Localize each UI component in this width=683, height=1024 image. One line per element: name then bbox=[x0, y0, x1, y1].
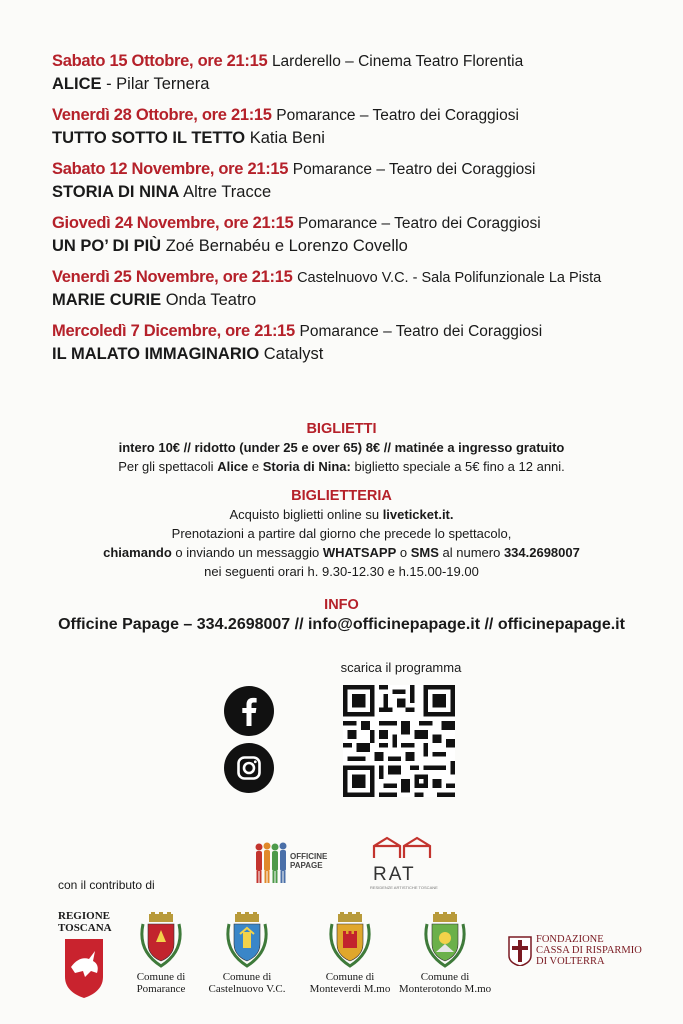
event-date: Venerdì 25 Novembre, ore 21:15 bbox=[52, 268, 293, 286]
tickets-prices: intero 10€ // ridotto (under 25 e over 65) 8€ // matinée a ingresso gratuito bbox=[118, 440, 565, 455]
event-title: ALICE bbox=[52, 75, 102, 93]
event-item bbox=[52, 320, 652, 365]
event-company: - Pilar Ternera bbox=[106, 75, 210, 93]
qr-label: scarica il programma bbox=[340, 660, 462, 675]
info-section bbox=[0, 596, 683, 636]
officine-papage-text: OFFICINE PAPAGE bbox=[290, 852, 328, 870]
instagram-icon[interactable] bbox=[224, 743, 274, 793]
info-title: INFO bbox=[324, 597, 359, 613]
pegasus-shield-icon bbox=[63, 937, 105, 999]
event-date: Venerdì 28 Ottobre, ore 21:15 bbox=[52, 106, 272, 124]
officine-papage-logo bbox=[252, 838, 342, 888]
event-item bbox=[52, 50, 652, 95]
event-place: Pomarance – Teatro dei Coraggiosi bbox=[276, 107, 519, 124]
event-place: Pomarance – Teatro dei Coraggiosi bbox=[299, 323, 543, 340]
comune-monteverdi-logo bbox=[295, 912, 405, 995]
contribution-label: con il contributo di bbox=[58, 878, 155, 892]
box-office-contact: chiamando o inviando un messaggio WHATSAPP o SMS al numero 334.2698007 bbox=[103, 545, 580, 560]
coat-of-arms-icon bbox=[420, 912, 470, 968]
comune-line1: Comune di bbox=[325, 971, 375, 983]
event-company: Catalyst bbox=[263, 345, 324, 363]
event-place: Pomarance – Teatro dei Coraggiosi bbox=[297, 215, 541, 232]
event-company: Onda Teatro bbox=[165, 291, 257, 309]
tickets-title: BIGLIETTI bbox=[306, 421, 377, 437]
comune-line2: Monterotondo M.mo bbox=[398, 983, 492, 995]
event-date: Sabato 12 Novembre, ore 21:15 bbox=[52, 160, 289, 178]
event-item bbox=[52, 104, 652, 149]
box-office-reservations: Prenotazioni a partire dal giorno che precede lo spettacolo, bbox=[171, 526, 512, 541]
comune-line1: Comune di bbox=[222, 971, 272, 983]
facebook-icon[interactable] bbox=[224, 686, 274, 736]
comune-line2: Castelnuovo V.C. bbox=[208, 983, 286, 995]
box-office-online: Acquisto biglietti online su liveticket.it. bbox=[229, 507, 454, 522]
event-place: Castelnuovo V.C. - Sala Polifunzionale La Pista bbox=[297, 270, 602, 286]
coat-of-arms-icon bbox=[325, 912, 375, 968]
tickets-section bbox=[0, 420, 683, 476]
info-contacts: Officine Papage – 334.2698007 // info@officinepapage.it // officinepapage.it bbox=[58, 616, 625, 633]
coat-of-arms-icon bbox=[136, 912, 186, 968]
event-item bbox=[52, 158, 652, 203]
event-title: UN PO’ DI PIÙ bbox=[52, 237, 162, 255]
event-company: Katia Beni bbox=[249, 129, 325, 147]
event-place: Larderello – Cinema Teatro Florentia bbox=[271, 53, 524, 70]
event-title: TUTTO SOTTO IL TETTO bbox=[52, 129, 246, 147]
event-item bbox=[52, 212, 652, 257]
comune-line2: Monteverdi M.mo bbox=[309, 983, 391, 995]
event-title: IL MALATO IMMAGINARIO bbox=[52, 345, 260, 363]
event-company: Altre Tracce bbox=[183, 183, 272, 201]
box-office-section bbox=[0, 487, 683, 581]
fondazione-text: FONDAZIONE CASSA DI RISPARMIO DI VOLTERRA bbox=[536, 934, 642, 967]
event-company: Zoé Bernabéu e Lorenzo Covello bbox=[165, 237, 408, 255]
box-office-hours: nei seguenti orari h. 9.30-12.30 e h.15.00-19.00 bbox=[204, 564, 479, 579]
rat-logo bbox=[370, 836, 438, 891]
tickets-special: Per gli spettacoli Alice e Storia di Nina: biglietto speciale a 5€ fino a 12 anni. bbox=[118, 459, 565, 474]
coat-of-arms-icon bbox=[222, 912, 272, 968]
comune-line2: Pomarance bbox=[136, 983, 186, 995]
event-title: MARIE CURIE bbox=[52, 291, 162, 309]
event-date: Mercoledì 7 Dicembre, ore 21:15 bbox=[52, 322, 295, 340]
event-date: Sabato 15 Ottobre, ore 21:15 bbox=[52, 52, 268, 70]
event-item bbox=[52, 266, 652, 311]
box-office-title: BIGLIETTERIA bbox=[291, 488, 392, 504]
fondazione-crest-icon bbox=[508, 936, 532, 966]
comune-castelnuovo-logo bbox=[192, 912, 302, 995]
rat-subtitle: RESIDENZE ARTISTICHE TOSCANE bbox=[370, 885, 438, 890]
event-date: Giovedì 24 Novembre, ore 21:15 bbox=[52, 214, 294, 232]
rat-text: RAT bbox=[373, 864, 416, 885]
comune-line1: Comune di bbox=[420, 971, 470, 983]
qr-code[interactable] bbox=[343, 685, 455, 797]
event-title: STORIA DI NINA bbox=[52, 183, 180, 201]
event-list bbox=[52, 50, 652, 374]
comune-monterotondo-logo bbox=[390, 912, 500, 995]
regione-toscana-text: REGIONE TOSCANA bbox=[58, 910, 112, 934]
regione-toscana-logo bbox=[58, 910, 110, 1002]
comune-line1: Comune di bbox=[136, 971, 186, 983]
liveticket-link[interactable]: liveticket.it. bbox=[382, 507, 454, 522]
event-place: Pomarance – Teatro dei Coraggiosi bbox=[292, 161, 536, 178]
